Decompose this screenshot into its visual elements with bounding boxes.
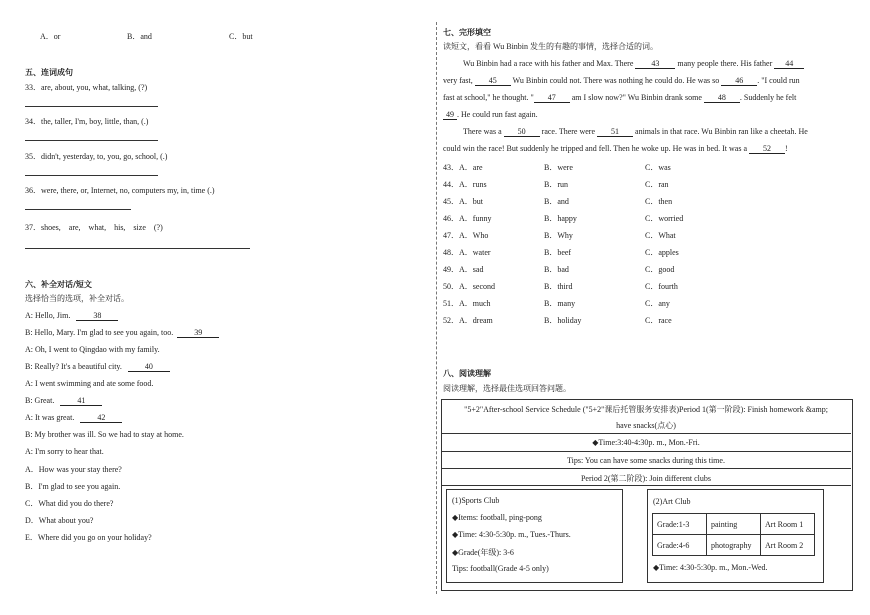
option-d: D．What about you? [25, 516, 94, 525]
section-7-instruction: 读短文，看看 Wu Binbin 发生的有趣的事情，选择合适的词。 [443, 42, 659, 51]
blank-39[interactable]: 39 [177, 328, 219, 338]
dialogue-line: A: Hello, Jim. 38 [25, 311, 118, 321]
option: C．then [645, 197, 673, 206]
dialogue-line: A: Oh, I went to Qingdao with my family. [25, 345, 160, 354]
option: B．were [544, 163, 573, 172]
option-b: B．and [127, 32, 152, 41]
option: 44．A．runs [443, 180, 487, 189]
answer-line-36[interactable] [25, 209, 131, 210]
art-club-title: (2)Art Club [653, 497, 691, 506]
option: C．What [645, 231, 676, 240]
period-1-tips: Tips: You can have some snacks during this time. [567, 456, 725, 465]
dialogue-line: B: Really? It's a beautiful city. 40 [25, 362, 170, 372]
period-2-title: Period 2(第二阶段): Join different clubs [580, 474, 712, 483]
blank-51[interactable]: 51 [597, 127, 633, 137]
option: 46．A．funny [443, 214, 492, 223]
art-club-table [652, 513, 815, 556]
option: 45．A．but [443, 197, 483, 206]
answer-line-33[interactable] [25, 106, 158, 107]
dialogue-line: A: I went swimming and ate some food. [25, 379, 154, 388]
blank-44[interactable]: 44 [774, 59, 804, 69]
option: C．ran [645, 180, 669, 189]
q33: 33．are, about, you, what, talking, (?) [25, 83, 148, 92]
option-b: B．I'm glad to see you again. [25, 482, 121, 491]
option: 48．A．water [443, 248, 491, 257]
answer-line-34[interactable] [25, 140, 158, 141]
option: B．holiday [544, 316, 582, 325]
row-divider [441, 468, 851, 469]
option: B．and [544, 197, 569, 206]
option: B．happy [544, 214, 577, 223]
blank-47[interactable]: 47 [534, 93, 570, 103]
row-divider [441, 451, 851, 452]
q37: 37．shoes, are, what, his, size (?) [25, 223, 163, 232]
table-row [653, 535, 815, 556]
blank-45[interactable]: 45 [475, 76, 511, 86]
dialogue-line: B: Great. 41 [25, 396, 102, 406]
option: B．beef [544, 248, 572, 257]
cloze-line: 49 . He could run fast again. [443, 110, 538, 120]
table-row [653, 514, 815, 535]
option: 43．A．are [443, 163, 483, 172]
period-1-time: ◆Time:3:40-4:30p. m., Mon.-Fri. [592, 438, 700, 447]
option: C．race [645, 316, 672, 325]
option-c: C．but [229, 32, 253, 41]
blank-42[interactable]: 42 [80, 413, 122, 423]
option: 49．A．sad [443, 265, 484, 274]
option: C．worried [645, 214, 684, 223]
option: B．Why [544, 231, 573, 240]
section-6-title: 六、补全对话/短文 [25, 280, 92, 289]
blank-43[interactable]: 43 [635, 59, 675, 69]
answer-line-37[interactable] [25, 248, 250, 249]
table-cell: painting [707, 514, 761, 535]
option: B．third [544, 282, 573, 291]
option: B．many [544, 299, 576, 308]
option: B．bad [544, 265, 569, 274]
option: 50．A．second [443, 282, 495, 291]
option: 51．A．much [443, 299, 491, 308]
cloze-line: Wu Binbin had a race with his father and Max. There 43 many people there. His father 44 [463, 59, 804, 69]
dialogue-line: B: My brother was ill. So we had to stay at home. [25, 430, 184, 439]
section-5-title: 五、连词成句 [25, 68, 73, 77]
answer-line-35[interactable] [25, 175, 158, 176]
option: 47．A．Who [443, 231, 489, 240]
sports-club-time: ◆Time: 4:30-5:30p. m., Tues.-Thurs. [452, 530, 571, 539]
sports-club-grade: ◆Grade(年级): 3-6 [452, 548, 514, 557]
table-cell: Art Room 2 [761, 535, 815, 556]
q35: 35．didn't, yesterday, to, you, go, school, (.) [25, 152, 168, 161]
blank-40[interactable]: 40 [128, 362, 170, 372]
option: C．fourth [645, 282, 678, 291]
option-a: A．How was your stay there? [25, 465, 122, 474]
blank-50[interactable]: 50 [504, 127, 540, 137]
table-cell: Art Room 1 [761, 514, 815, 535]
blank-49[interactable]: 49 [443, 110, 457, 120]
option: C．was [645, 163, 671, 172]
sports-club-items: ◆Items: football, ping-pong [452, 513, 542, 522]
q34: 34．the, taller, I'm, boy, little, than, (.) [25, 117, 149, 126]
option: C．any [645, 299, 670, 308]
sports-club-tips: Tips: football(Grade 4-5 only) [452, 564, 549, 573]
option-c: C．What did you do there? [25, 499, 114, 508]
table-cell: Grade:4-6 [653, 535, 707, 556]
row-divider [441, 433, 851, 434]
sports-club-title: (1)Sports Club [452, 496, 500, 505]
row-divider [441, 485, 851, 486]
blank-48[interactable]: 48 [704, 93, 740, 103]
option: C．apples [645, 248, 679, 257]
option-e: E．Where did you go on your holiday? [25, 533, 152, 542]
cloze-line: very fast, 45 Wu Binbin could not. There was nothing he could do. He was so 46 . "I could run [443, 76, 800, 85]
blank-41[interactable]: 41 [60, 396, 102, 406]
option-a: A．or [40, 32, 61, 41]
q36: 36．were, there, or, Internet, no, computers my, in, time (.) [25, 186, 215, 195]
table-cell: photography [707, 535, 761, 556]
blank-46[interactable]: 46 [721, 76, 757, 86]
blank-52[interactable]: 52 [749, 144, 785, 154]
blank-38[interactable]: 38 [76, 311, 118, 321]
column-divider [436, 22, 437, 594]
section-7-title: 七、完形填空 [443, 28, 491, 37]
dialogue-line: A: I'm sorry to hear that. [25, 447, 104, 456]
section-8-title: 八、阅读理解 [443, 369, 491, 378]
option: 52．A．dream [443, 316, 493, 325]
art-club-time: ◆Time: 4:30-5:30p. m., Mon.-Wed. [653, 563, 768, 572]
section-8-instruction: 阅读理解，选择最佳选项回答问题。 [443, 384, 571, 393]
schedule-header: "5+2"After-school Service Schedule ("5+2"课后托管服务安排表)Period 1(第一阶段): Finish homework &amp; [464, 405, 828, 414]
dialogue-line: A: It was great. 42 [25, 413, 122, 423]
cloze-line: There was a 50 race. There were 51 animals in that race. Wu Binbin ran like a cheetah. He [463, 127, 808, 136]
table-cell: Grade:1-3 [653, 514, 707, 535]
schedule-header-cont: have snacks(点心) [616, 421, 676, 430]
option: B．run [544, 180, 568, 189]
section-6-instruction: 选择恰当的选项，补全对话。 [25, 294, 129, 303]
dialogue-line: B: Hello, Mary. I'm glad to see you again, too. 39 [25, 328, 219, 338]
cloze-line: fast at school," he thought. " 47 am I slow now?" Wu Binbin drank some 48 . Suddenly he felt [443, 93, 797, 102]
cloze-line: could win the race! But suddenly he tripped and fell. Then he woke up. He was in bed. It was a 52 ! [443, 144, 788, 153]
option: C．good [645, 265, 675, 274]
